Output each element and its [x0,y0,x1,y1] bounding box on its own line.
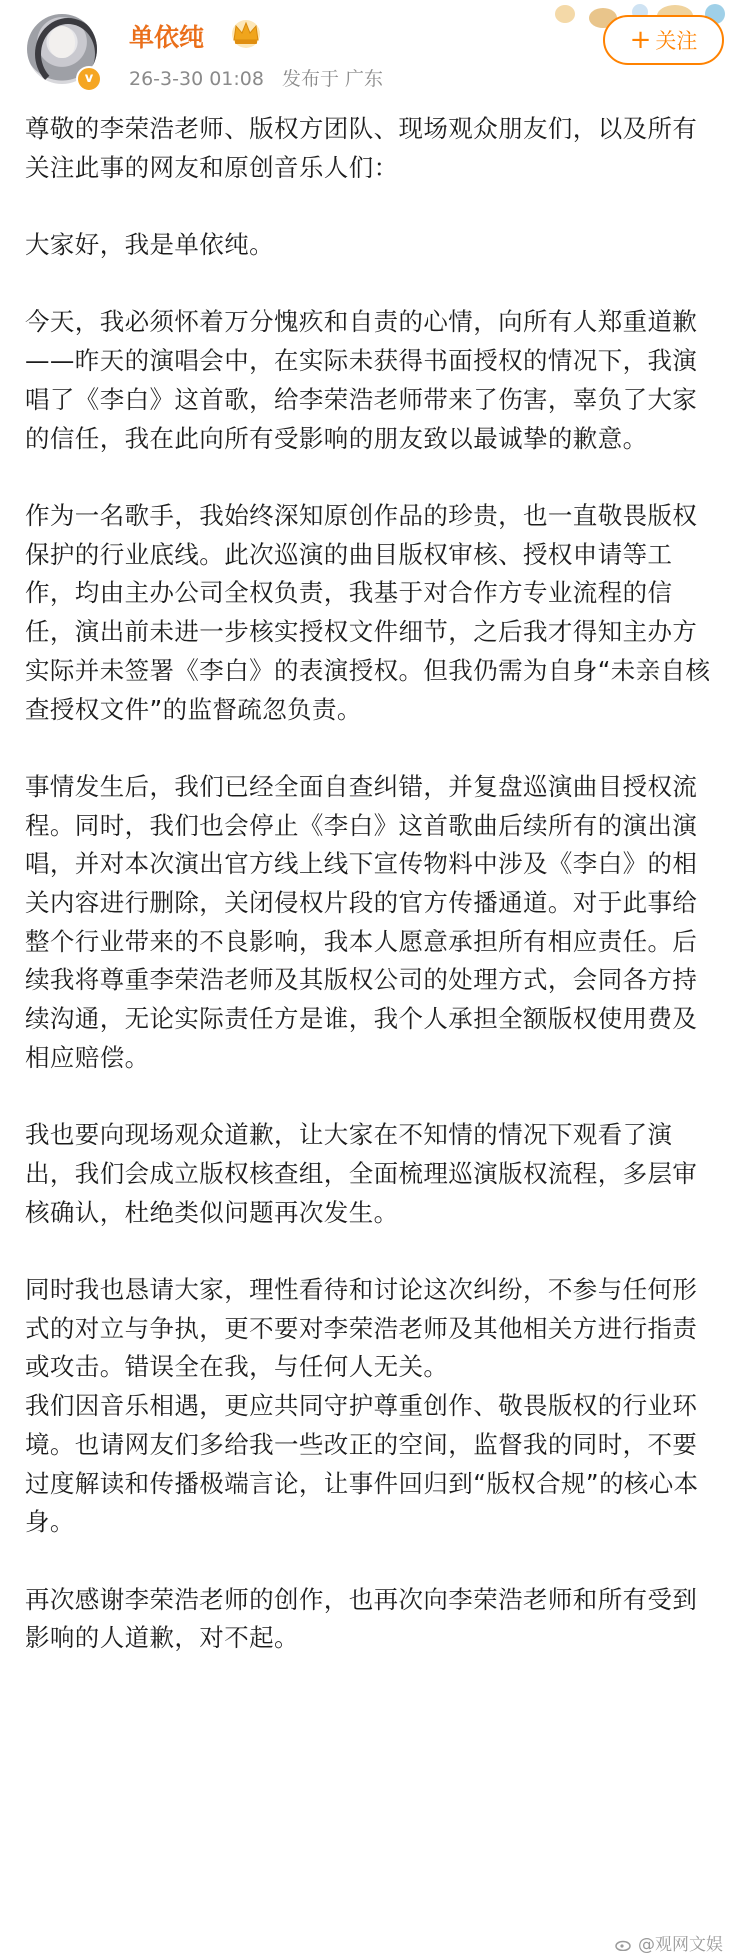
paragraph-intro: 大家好，我是单依纯。 [25,230,274,260]
crown-icon [226,16,266,50]
paragraph-music: 我们因音乐相遇，更应共同守护尊重创作、敬畏版权的行业环境。也请网友们多给我一些改正的空间，监督我的同时，不要过度解读和传播极端言论，让事件回归到“版权合规”的核心本身。 [25,1391,699,1537]
weibo-logo-icon [615,1937,633,1951]
paragraph-request: 同时我也恳请大家，理性看待和讨论这次纠纷，不参与任何形式的对立与争执，更不要对李荣浩老师及其他相关方进行指责或攻击。错误全在我，与任何人无关。 [25,1275,698,1382]
paragraph-actions: 事情发生后，我们已经全面自查纠错，并复盘巡演曲目授权流程。同时，我们也会停止《李白》这首歌曲后续所有的演出演唱，并对本次演出官方线上线下宣传物料中涉及《李白》的相关内容进行删除，关闭侵权片段的官方传播通道。对于此事给整个行业带来的不良影响，我本人愿意承担所有相应责任。后续我将尊重李荣浩老师及其版权公司的处理方式，会同各方持续沟通，无论实际责任方是谁，我个人承担全额版权使用费及相应赔偿。 [25,771,698,1072]
paragraph-greeting: 尊敬的李荣浩老师、版权方团队、现场观众朋友们，以及所有关注此事的网友和原创音乐人们： [25,114,698,182]
verified-badge-icon: v [76,66,102,92]
author-name[interactable]: 单依纯 [129,23,205,52]
follow-label: 关注 [655,29,698,53]
follow-button[interactable] [603,15,724,65]
paragraph-audience-apology: 我也要向现场观众道歉，让大家在不知情的情况下观看了演出，我们会成立版权核查组，全面梳理巡演版权流程，多层审核确认，杜绝类似问题再次发生。 [25,1120,698,1227]
watermark [615,1930,723,1955]
paragraph-closing: 再次感谢李荣浩老师的创作，也再次向李荣浩老师和所有受到影响的人道歉，对不起。 [25,1584,698,1653]
post-header [0,0,733,110]
paragraph-explanation: 作为一名歌手，我始终深知原创作品的珍贵，也一直敬畏版权保护的行业底线。此次巡演的曲目版权审核、授权申请等工作，均由主办公司全权负责，我基于对合作方专业流程的信任，演出前未进一步核实授权文件细节，之后我才得知主办方实际并未签署《李白》的表演授权。但我仍需为自身“未亲自核查授权文件”的监督疏忽负责。 [25,500,711,724]
post-content [25,110,715,1697]
post-timestamp: 26-3-30 01:08 [129,68,264,90]
watermark-text: @观网文娱 [638,1935,723,1955]
plus-icon: + [629,25,652,55]
post-location: 发布于 广东 [282,68,384,90]
paragraph-apology: 今天，我必须怀着万分愧疚和自责的心情，向所有人郑重道歉——昨天的演唱会中，在实际未获得书面授权的情况下，我演唱了《李白》这首歌，给李荣浩老师带来了伤害，辜负了大家的信任，我在此向所有受影响的朋友致以最诚挚的歉意。 [25,307,698,453]
post-meta [129,64,395,91]
